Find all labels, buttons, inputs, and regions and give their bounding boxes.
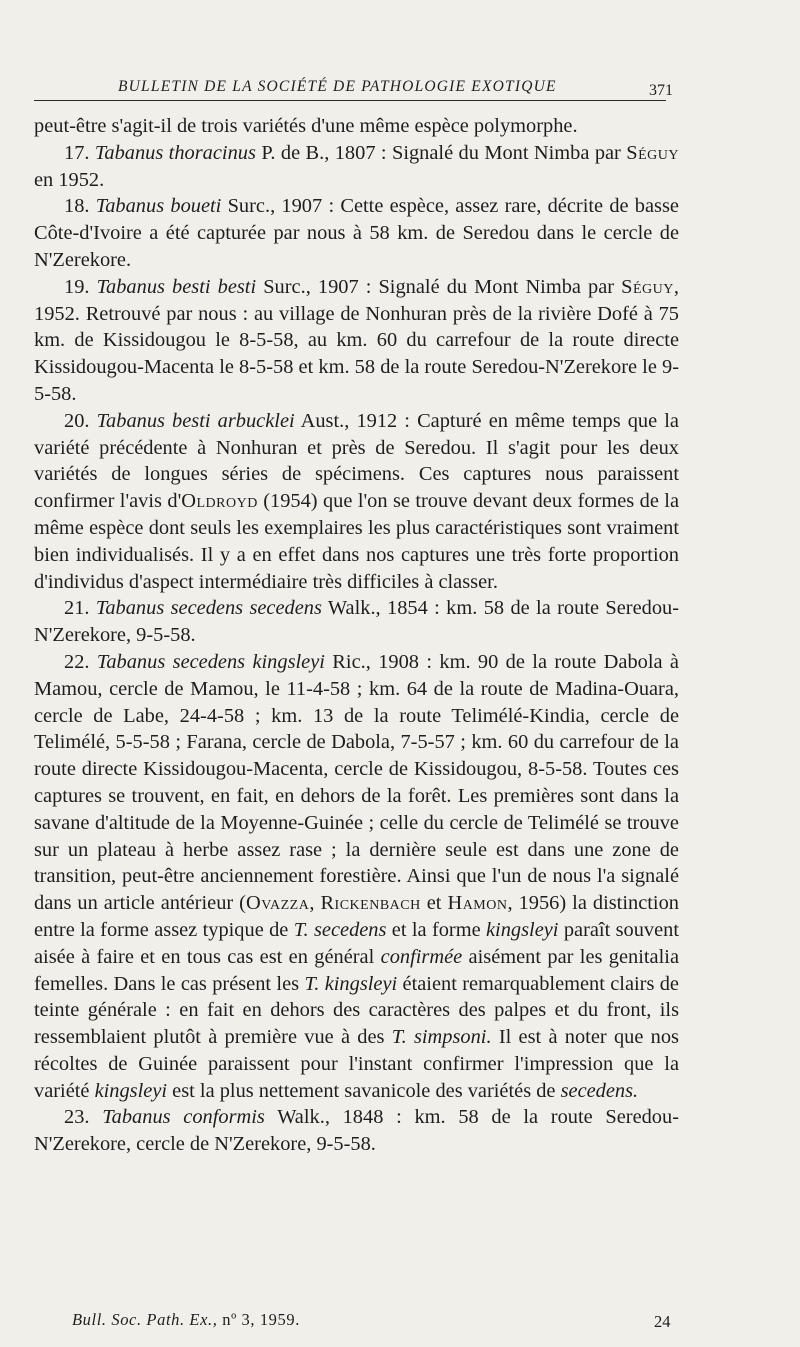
running-header [34,72,673,101]
citation [72,1310,300,1330]
entry-text: , 1956) la distinction entre la forme assez typique de [34,892,679,941]
page-footer [72,1310,672,1334]
entry-text: étaient remarquablement clairs de teinte générale : en fait en dehors des caractères des palpes et du front, ils ressemblaient plutôt à première vue à des [34,972,679,1049]
italic-term: T. secedens [293,918,387,941]
species-name: Tabanus boueti [95,195,222,218]
entry-text: Il est à noter que nos récoltes de Guinée paraissent pour l'instant confirmer l'impression que la variété [34,1026,679,1102]
issue-info: nº 3, 1959. [217,1310,300,1329]
journal-title: BULLETIN DE LA SOCIÉTÉ DE PATHOLOGIE EXOTIQUE [118,78,557,95]
entry-text: et la forme [386,918,486,941]
entry-number: 17. [64,141,90,164]
entry-text: P. de B., 1807 : Signalé du Mont Nimba par [255,141,627,164]
species-name: Tabanus secedens secedens [95,597,322,620]
species-name: Tabanus besti arbucklei [96,409,295,432]
author-name: Séguy [621,275,674,298]
species-name: Tabanus conformis [102,1106,265,1129]
author-name: Séguy [626,141,679,164]
entry-text: Walk., 1854 : km. 58 de la route Seredou-N'Zerekore, 9-5-58. [34,597,680,647]
entry-22 [34,649,679,1105]
entry-text: , 1952. Retrouvé par nous : au village de Nonhuran près de la rivière Dofé à 75 km. de Kissidougou le 8-5-58, au km. 60 du carrefour de la route directe Kissidougou-Macenta le 8-5-58 et km. 58 de la route Seredou-N'Zerekore le 9-5-58. [34,275,679,405]
entry-text: Ric., 1908 : km. 90 de la route Dabola à Mamou, cercle de Mamou, le 11-4-58 ; km. 64 de la route de Madina-Ouara, cercle de Labe, 24-4-58 ; km. 13 de la route Telimélé-Kindia, cercle de Telimélé, 5-5-58 ; Farana, cercle de Dabola, 7-5-57 ; km. 60 du carrefour de la route directe Kissidougou-Macenta, cercle de Kissidougou, 8-5-58. Toutes ces captures se trouvent, en fait, en dehors de la forêt. Les premières sont dans la savane d'altitude de la Moyenne-Guinée ; celle du cercle de Telimélé se trouve sur un plateau à herbe assez rase ; la dernière seule est dans une zone de transition, peut-être anciennement forestière. Ainsi que l'un de nous l'a signalé dans un article antérieur ( [34,650,679,915]
entry-text: Surc., 1907 : Signalé du Mont Nimba par [256,275,622,298]
journal-abbrev: Bull. Soc. Path. Ex., [72,1310,218,1329]
entry-number: 22. [64,650,90,673]
entry-number: 23. [64,1106,90,1129]
entry-20 [34,408,679,596]
entry-23 [34,1104,679,1158]
entry-text: et [420,892,448,915]
entry-text: Walk., 1848 : km. 58 de la route Seredou-N'Zerekore, cercle de N'Zerekore, 9-5-58. [34,1106,679,1156]
entry-21 [34,595,679,649]
entry-number: 21. [64,597,90,620]
paragraph-continuation: peut-être s'agit-il de trois variétés d'une même espèce polymorphe. [34,115,578,137]
page-number: 371 [649,82,673,99]
italic-term: kingsleyi [94,1079,168,1102]
entry-text: Aust., 1912 : Capturé en même temps que la variété précédente à Nonhuran et près de Seredou. Il s'agit pour les deux variétés de longues séries de spécimens. Ces captures nous paraissent confirmer l'avis d' [34,409,679,513]
italic-term: T. simpsoni. [391,1026,492,1049]
species-name: Tabanus secedens kingsleyi [96,650,325,673]
species-name: Tabanus thoracinus [94,141,256,164]
italic-term: secedens. [560,1079,639,1102]
species-name: Tabanus besti besti [96,275,257,298]
entry-text: aisément par les genitalia femelles. Dans le cas présent les [34,945,679,995]
author-name: Ovazza [245,892,310,915]
author-name: Rickenbach [320,892,421,915]
signature-mark: 24 [654,1312,671,1331]
author-name: Hamon [447,892,508,915]
entry-text: paraît souvent aisée à faire et en tous cas est en général [34,918,680,968]
article-body [34,113,679,1158]
entry-17 [34,140,679,194]
entry-number: 19. [64,275,90,298]
italic-term: T. kingsleyi [304,972,398,995]
entry-number: 20. [64,409,90,432]
entry-text: , [309,892,321,915]
entry-text: en 1952. [34,168,105,191]
italic-term: confirmée [380,945,463,968]
entry-18 [34,193,679,273]
italic-term: kingsleyi [485,918,559,941]
author-name: Oldroyd [181,490,258,513]
entry-text: est la plus nettement savanicole des variétés de [167,1079,561,1102]
entry-text: Surc., 1907 : Cette espèce, assez rare, décrite de basse Côte-d'Ivoire a été capturée par nous à 58 km. de Seredou dans le cercle de N'Zerekore. [34,195,679,271]
entry-19 [34,274,679,408]
entry-text: (1954) que l'on se trouve devant deux formes de la même espèce dont seuls les exemplaires les plus caractéristiques sont vraiment bien individualisés. Il y a en effet dans nos captures une très forte proportion d'individus d'aspect intermédiaire très difficiles à classer. [34,490,679,593]
entry-number: 18. [64,195,90,218]
